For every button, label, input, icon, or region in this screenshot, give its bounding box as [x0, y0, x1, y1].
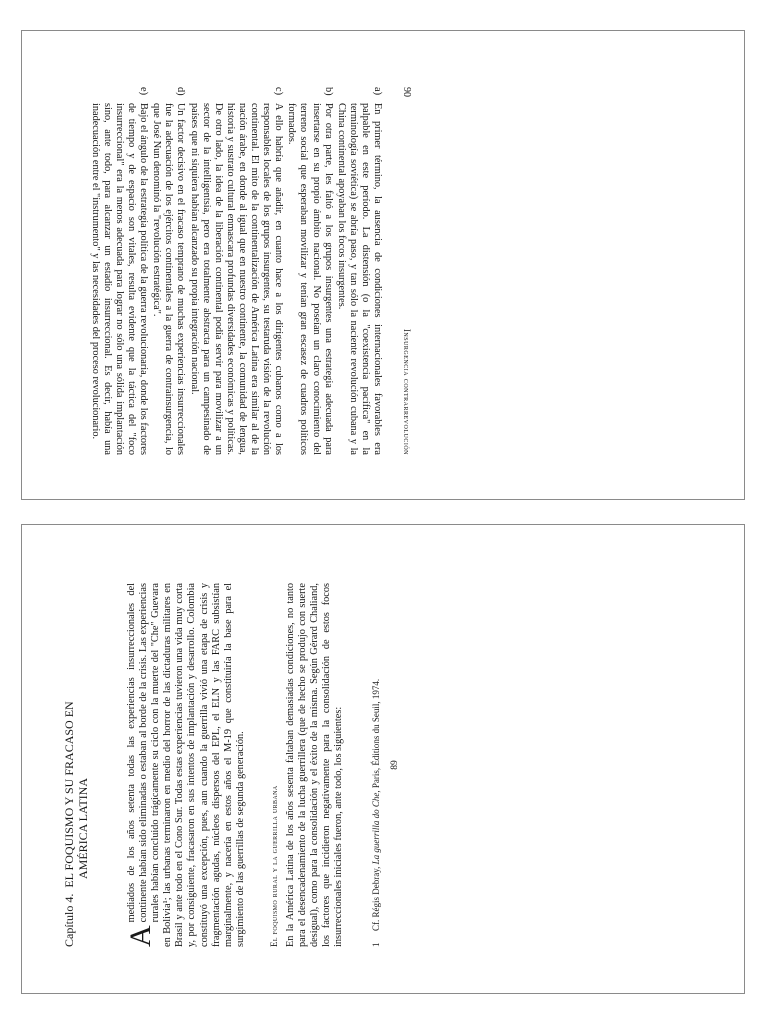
list-item [89, 87, 149, 455]
running-header [401, 87, 412, 455]
item-label: b) [322, 87, 334, 96]
page-89-content [22, 525, 746, 995]
item-text: En primer término, la ausencia de condiciones internacionales favorables era palpable en este período. La distensión (o la "coexistencia pacífica" en la terminología soviética) se abría paso, y tan sólo la naciente revolución cubana y la China continental apoyaban los focos insurgentes. [335, 103, 383, 455]
list-item [188, 87, 285, 455]
item-label: d) [175, 87, 187, 96]
item-text: Un factor decisivo en el fracaso temprano de muchas experiencias insurreccionales fue la adecuación de los ejércitos continentales a la guerra de contrainsurgencia, lo que José Nun denominó la "revolución estratégica". [151, 103, 187, 455]
chapter-label: Capítulo 4. [62, 893, 76, 947]
paragraph-2: En la América Latina de los años sesenta faltaban demasiadas condiciones, no tanto para el desencadenamiento de la lucha guerrillera (que de hecho se produjo con suerte desigual), como para la consolidación y el éxito de la misma. Según Gérard Chaliand, los factores que incidieron negativamente para la consolidación de estos focos insurreccionales iniciales fueron, ante todo, los siguientes: [284, 583, 345, 947]
item-text: A ello habría que añadir, en cuanto hace a los dirigentes cubanos como a los responsables locales de los grupos insurgentes, su testaruda visión de la revolución continental. El mito de la continentalización de América Latina era similar al de la nación árabe, en donde al igual que en nuestro continente, la comunidad de lengua, historia y sustrato cultural enmascara profundas diversidades económicas y políticas. De otro lado, la idea de la liberación continental podía servir para movilizar a un sector de la intelligentsia, pero era totalmente abstracta para un campesinado de países que ni siquiera habían alcanzado su propia integración nacional. [188, 103, 285, 455]
footnote-suffix: , Paris, Éditions du Seuil, 1974. [371, 678, 382, 793]
chapter-title [62, 583, 90, 947]
list-item [150, 87, 186, 455]
item-label: a) [372, 87, 383, 95]
chapter-title-line-1 [62, 583, 76, 947]
chapter-title-line-2: AMÉRICA LATINA [76, 778, 90, 879]
paragraph-1 [126, 583, 247, 947]
list-item [285, 87, 333, 455]
footnote-text [371, 679, 382, 931]
book-page-89 [21, 524, 745, 994]
item-text: Bajo el ángulo de la estrategia política de la guerra revolucionaria, donde los factores de tiempo y de espacio son vitales, resulta evidente que la táctica del "foco insurreccional" era la menos adecuada para lograr no sólo una sólida implantación sino, ante todo, para alcanzar un estadio insurreccional. Es decir, había una inadecuación entre el "instrumento" y las necesidades del proceso revolucionario. [89, 103, 150, 455]
running-head-title: Insurgencia contrarrevolución [402, 328, 412, 455]
book-page-90 [21, 30, 745, 500]
paragraph-1-text: mediados de los años setenta todas las experiencias insurreccionales del continente habían sido eliminadas o estaban al borde de la crisis. Las experiencias rurales habían concluido trágicamente su ciclo con la muerte del "Che" Guevara en Bolivia¹; las urbanas terminaron en medio del horror de las dictaduras militares en Brasil y ante todo en el Cono Sur. Todas estas experiencias tuvieron una vida muy corta y, por consiguiente, fracasaron en sus intentos de implantación y desarrollo. Colombia constituyó una excepción, pues, aun cuando la guerrilla vivió una etapa de crisis y fragmentación agudas, núcleos dispersos del EPL, el ELN y las FARC subsistían marginalmente, y nacería en estos años el M-19 que constituiría la base para el surgimiento de las guerrillas de segunda generación. [126, 583, 246, 947]
page-number: 90 [401, 87, 412, 97]
page-number: 89 [390, 760, 401, 770]
footnote-prefix: Cf. Régis Debray, [371, 864, 382, 931]
page-90-content [0, 31, 492, 501]
item-label: e) [138, 87, 150, 95]
section-heading: El foquismo rural y la guerrilla urbana [268, 785, 279, 947]
chapter-title-text: EL FOQUISMO Y SU FRACASO EN [62, 701, 76, 888]
drop-cap: A [124, 925, 157, 947]
footnote-book-title: La guerrilla do Che [371, 792, 382, 865]
list-item [335, 87, 383, 455]
footnote [371, 583, 382, 947]
item-label: c) [273, 87, 285, 95]
item-text: Por otra parte, les faltó a los grupos insurgentes una estrategia adecuada para insertarse en su propio ámbito nacional. No poseían un claro conocimiento del terreno social que esperaban movilizar y tenían gran escasez de cuadros políticos formados. [286, 103, 334, 455]
footnote-number: 1 [371, 942, 382, 947]
